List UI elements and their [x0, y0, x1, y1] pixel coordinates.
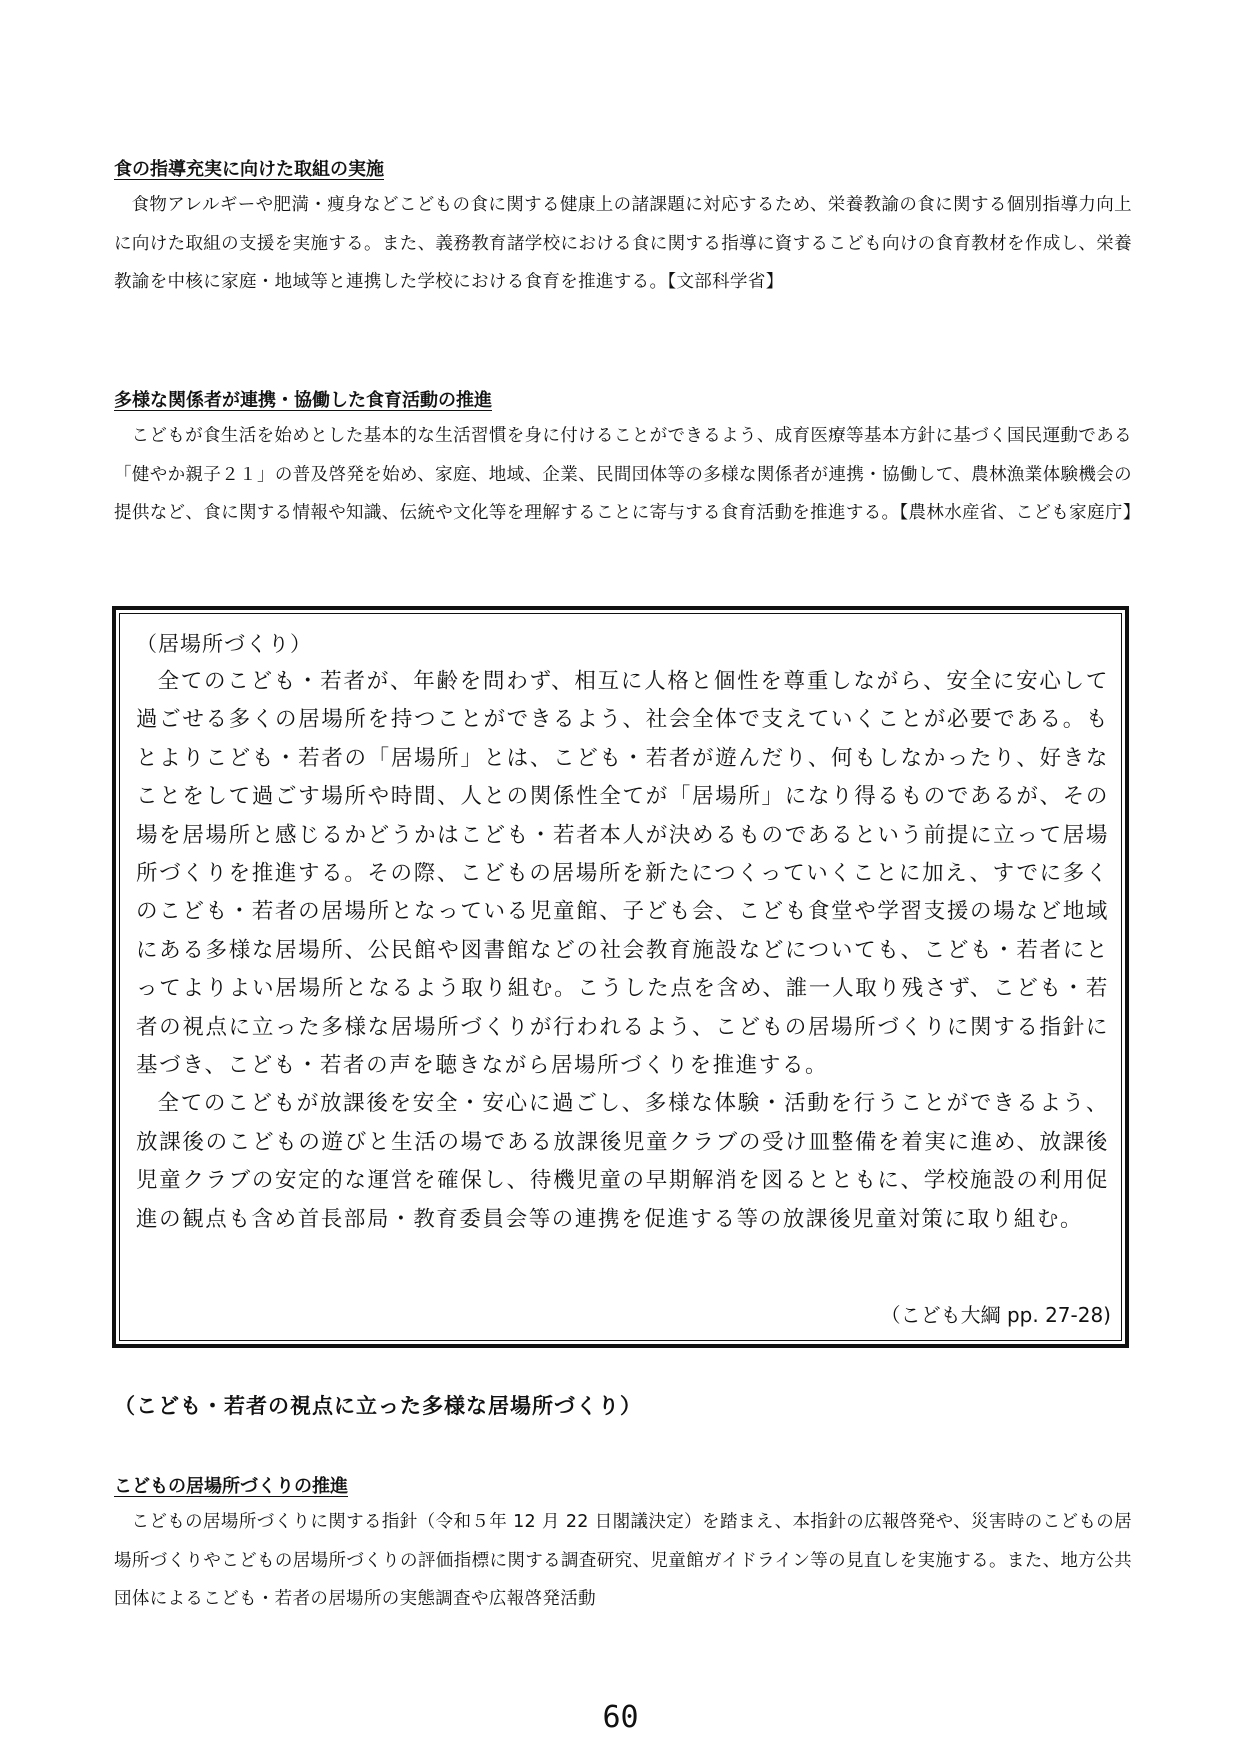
quote-box	[112, 606, 1129, 1348]
page-number: 60	[602, 1700, 639, 1735]
quote-box-source: （こども大綱 pp. 27-28)	[880, 1303, 1111, 1327]
quote-box-paragraph: 全てのこどもが放課後を安全・安心に過ごし、多様な体験・活動を行うことができるよう、放課後のこどもの遊びと生活の場である放課後児童クラブの受け皿整備を着実に進め、放課後児童クラブの安定的な運営を確保し、待機児童の早期解消を図るとともに、学校施設の利用促進の観点も含め首長部局・教育委員会等の連携を促進する等の放課後児童対策に取り組む。	[136, 1091, 1109, 1232]
heading-children-place-promotion: こどもの居場所づくりの推進	[114, 1476, 348, 1497]
heading-food-guidance: 食の指導充実に向けた取組の実施	[114, 159, 384, 180]
quote-box-title: （居場所づくり）	[136, 632, 312, 656]
paragraph-children-place-promotion: こどもの居場所づくりに関する指針（令和５年 12 月 22 日閣議決定）を踏まえ、本指針の広報啓発や、災害時のこどもの居場所づくりやこどもの居場所づくりの評価指標に関する調査研究、児童館ガイドライン等の見直しを実施する。また、地方公共団体によるこども・若者の居場所の実態調査や広報啓発活動	[114, 1512, 1132, 1610]
paragraph-food-guidance: 食物アレルギーや肥満・痩身などこどもの食に関する健康上の諸課題に対応するため、栄養教諭の食に関する個別指導力向上に向けた取組の支援を実施する。また、義務教育諸学校における食に関する指導に資するこども向けの食育教材を作成し、栄養教諭を中核に家庭・地域等と連携した学校における食育を推進する。【文部科学省】	[114, 195, 1132, 293]
heading-food-education-collaboration: 多様な関係者が連携・協働した食育活動の推進	[114, 390, 492, 411]
quote-box-paragraph: 全てのこども・若者が、年齢を問わず、相互に人格と個性を尊重しながら、安全に安心して過ごせる多くの居場所を持つことができるよう、社会全体で支えていくことが必要である。もとよりこども・若者の「居場所」とは、こども・若者が遊んだり、何もしなかったり、好きなことをして過ごす場所や時間、人との関係性全てが「居場所」になり得るものであるが、その場を居場所と感じるかどうかはこども・若者本人が決めるものであるという前提に立って居場所づくりを推進する。その際、こどもの居場所を新たにつくっていくことに加え、すでに多くのこども・若者の居場所となっている児童館、子ども会、こども食堂や学習支援の場など地域にある多様な居場所、公民館や図書館などの社会教育施設などについても、こども・若者にとってよりよい居場所となるよう取り組む。こうした点を含め、誰一人取り残さず、こども・若者の視点に立った多様な居場所づくりが行われるよう、こどもの居場所づくりに関する指針に基づき、こども・若者の声を聴きながら居場所づくりを推進する。	[136, 669, 1109, 1079]
paragraph-food-education-collaboration: こどもが食生活を始めとした基本的な生活習慣を身に付けることができるよう、成育医療等基本方針に基づく国民運動である「健やか親子２１」の普及啓発を始め、家庭、地域、企業、民間団体等の多様な関係者が連携・協働して、農林漁業体験機会の提供など、食に関する情報や知識、伝統や文化等を理解することに寄与する食育活動を推進する。【農林水産省、こども家庭庁】	[114, 426, 1141, 524]
quote-box-inner	[119, 613, 1122, 1341]
section-title: （こども・若者の視点に立った多様な居場所づくり）	[114, 1394, 642, 1418]
